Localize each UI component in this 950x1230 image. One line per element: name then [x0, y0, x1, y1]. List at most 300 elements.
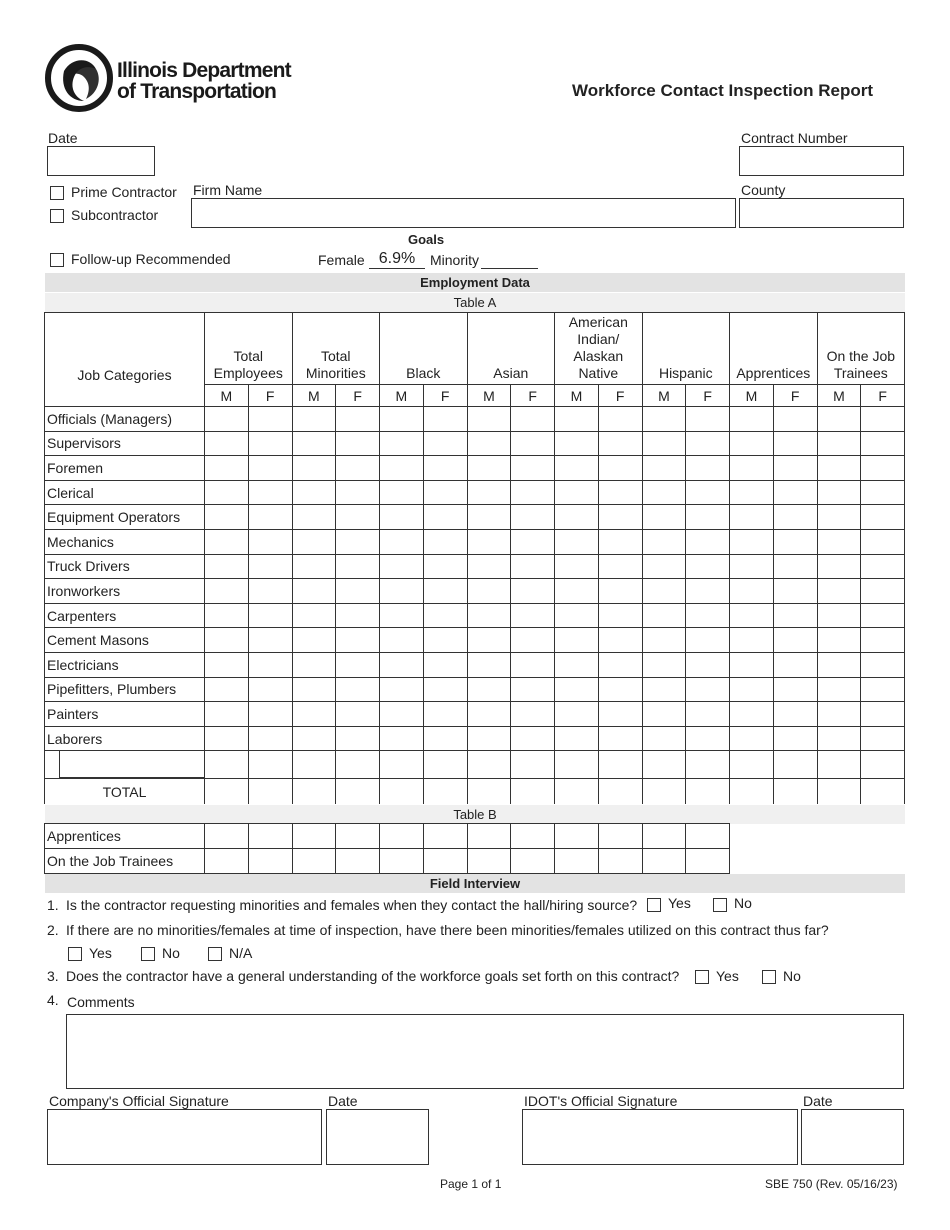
count-cell[interactable]	[686, 579, 730, 604]
count-cell[interactable]	[773, 407, 817, 432]
count-cell[interactable]	[205, 603, 249, 628]
count-cell[interactable]	[467, 677, 511, 702]
count-cell[interactable]	[336, 702, 380, 727]
count-cell[interactable]	[642, 554, 686, 579]
count-cell[interactable]	[817, 751, 861, 779]
count-cell[interactable]	[730, 726, 774, 751]
count-cell[interactable]	[686, 726, 730, 751]
count-cell[interactable]	[686, 480, 730, 505]
comments-field[interactable]	[66, 1014, 904, 1089]
count-cell[interactable]	[773, 505, 817, 530]
count-cell[interactable]	[598, 554, 642, 579]
count-cell[interactable]	[730, 628, 774, 653]
count-cell[interactable]	[861, 431, 905, 456]
count-cell[interactable]	[642, 652, 686, 677]
count-cell[interactable]	[555, 849, 599, 874]
count-cell[interactable]	[555, 603, 599, 628]
count-cell[interactable]	[555, 726, 599, 751]
count-cell[interactable]	[248, 579, 292, 604]
count-cell[interactable]	[292, 505, 336, 530]
count-cell[interactable]	[380, 628, 424, 653]
count-cell[interactable]	[380, 529, 424, 554]
count-cell[interactable]	[817, 529, 861, 554]
count-cell[interactable]	[423, 824, 467, 849]
count-cell[interactable]	[773, 652, 817, 677]
count-cell[interactable]	[598, 702, 642, 727]
total-cell[interactable]	[380, 779, 424, 804]
count-cell[interactable]	[730, 603, 774, 628]
count-cell[interactable]	[686, 824, 730, 849]
count-cell[interactable]	[292, 824, 336, 849]
count-cell[interactable]	[598, 579, 642, 604]
count-cell[interactable]	[773, 603, 817, 628]
count-cell[interactable]	[248, 431, 292, 456]
count-cell[interactable]	[248, 603, 292, 628]
count-cell[interactable]	[730, 431, 774, 456]
count-cell[interactable]	[730, 407, 774, 432]
count-cell[interactable]	[555, 431, 599, 456]
count-cell[interactable]	[686, 628, 730, 653]
q1-yes-checkbox[interactable]	[647, 898, 661, 912]
count-cell[interactable]	[423, 480, 467, 505]
count-cell[interactable]	[642, 751, 686, 779]
total-cell[interactable]	[248, 779, 292, 804]
count-cell[interactable]	[292, 407, 336, 432]
county-field[interactable]	[739, 198, 904, 228]
count-cell[interactable]	[773, 751, 817, 779]
count-cell[interactable]	[861, 529, 905, 554]
count-cell[interactable]	[336, 431, 380, 456]
count-cell[interactable]	[861, 652, 905, 677]
count-cell[interactable]	[555, 554, 599, 579]
count-cell[interactable]	[773, 579, 817, 604]
count-cell[interactable]	[817, 726, 861, 751]
other-category-input[interactable]	[59, 751, 204, 778]
total-cell[interactable]	[598, 779, 642, 804]
count-cell[interactable]	[248, 505, 292, 530]
count-cell[interactable]	[642, 579, 686, 604]
count-cell[interactable]	[773, 702, 817, 727]
total-cell[interactable]	[686, 779, 730, 804]
count-cell[interactable]	[380, 456, 424, 481]
count-cell[interactable]	[511, 456, 555, 481]
count-cell[interactable]	[336, 529, 380, 554]
count-cell[interactable]	[205, 628, 249, 653]
count-cell[interactable]	[467, 554, 511, 579]
count-cell[interactable]	[205, 652, 249, 677]
count-cell[interactable]	[598, 505, 642, 530]
count-cell[interactable]	[642, 407, 686, 432]
count-cell[interactable]	[336, 456, 380, 481]
count-cell[interactable]	[248, 702, 292, 727]
count-cell[interactable]	[511, 603, 555, 628]
count-cell[interactable]	[292, 431, 336, 456]
count-cell[interactable]	[336, 726, 380, 751]
q2-no-checkbox[interactable]	[141, 947, 155, 961]
count-cell[interactable]	[686, 849, 730, 874]
total-cell[interactable]	[336, 779, 380, 804]
count-cell[interactable]	[336, 554, 380, 579]
count-cell[interactable]	[511, 751, 555, 779]
q3-yes-checkbox[interactable]	[695, 970, 709, 984]
total-cell[interactable]	[861, 779, 905, 804]
count-cell[interactable]	[730, 751, 774, 779]
q3-no-checkbox[interactable]	[762, 970, 776, 984]
count-cell[interactable]	[292, 603, 336, 628]
count-cell[interactable]	[380, 751, 424, 779]
count-cell[interactable]	[292, 554, 336, 579]
count-cell[interactable]	[380, 726, 424, 751]
count-cell[interactable]	[861, 628, 905, 653]
count-cell[interactable]	[336, 480, 380, 505]
count-cell[interactable]	[642, 480, 686, 505]
count-cell[interactable]	[248, 824, 292, 849]
count-cell[interactable]	[686, 603, 730, 628]
count-cell[interactable]	[467, 603, 511, 628]
count-cell[interactable]	[511, 652, 555, 677]
count-cell[interactable]	[555, 579, 599, 604]
count-cell[interactable]	[292, 579, 336, 604]
count-cell[interactable]	[423, 456, 467, 481]
count-cell[interactable]	[555, 702, 599, 727]
count-cell[interactable]	[730, 579, 774, 604]
total-cell[interactable]	[205, 779, 249, 804]
prime-contractor-checkbox[interactable]	[50, 186, 64, 200]
count-cell[interactable]	[511, 702, 555, 727]
count-cell[interactable]	[336, 751, 380, 779]
count-cell[interactable]	[730, 456, 774, 481]
q2-na-checkbox[interactable]	[208, 947, 222, 961]
count-cell[interactable]	[380, 579, 424, 604]
count-cell[interactable]	[642, 824, 686, 849]
count-cell[interactable]	[686, 529, 730, 554]
count-cell[interactable]	[511, 677, 555, 702]
count-cell[interactable]	[598, 824, 642, 849]
q2-yes-checkbox[interactable]	[68, 947, 82, 961]
count-cell[interactable]	[423, 702, 467, 727]
count-cell[interactable]	[642, 603, 686, 628]
count-cell[interactable]	[205, 505, 249, 530]
count-cell[interactable]	[511, 554, 555, 579]
count-cell[interactable]	[598, 603, 642, 628]
count-cell[interactable]	[467, 726, 511, 751]
count-cell[interactable]	[555, 529, 599, 554]
count-cell[interactable]	[423, 628, 467, 653]
count-cell[interactable]	[292, 702, 336, 727]
q1-no-checkbox[interactable]	[713, 898, 727, 912]
count-cell[interactable]	[423, 603, 467, 628]
count-cell[interactable]	[730, 480, 774, 505]
count-cell[interactable]	[205, 431, 249, 456]
count-cell[interactable]	[336, 603, 380, 628]
count-cell[interactable]	[336, 652, 380, 677]
count-cell[interactable]	[380, 677, 424, 702]
count-cell[interactable]	[555, 456, 599, 481]
goals-minority-value[interactable]	[481, 251, 538, 269]
count-cell[interactable]	[686, 456, 730, 481]
count-cell[interactable]	[423, 726, 467, 751]
count-cell[interactable]	[598, 480, 642, 505]
total-cell[interactable]	[511, 779, 555, 804]
count-cell[interactable]	[730, 505, 774, 530]
count-cell[interactable]	[598, 751, 642, 779]
count-cell[interactable]	[861, 726, 905, 751]
count-cell[interactable]	[598, 628, 642, 653]
subcontractor-checkbox[interactable]	[50, 209, 64, 223]
count-cell[interactable]	[336, 407, 380, 432]
total-cell[interactable]	[817, 779, 861, 804]
count-cell[interactable]	[817, 554, 861, 579]
count-cell[interactable]	[248, 529, 292, 554]
count-cell[interactable]	[555, 480, 599, 505]
count-cell[interactable]	[380, 480, 424, 505]
count-cell[interactable]	[598, 529, 642, 554]
count-cell[interactable]	[642, 628, 686, 653]
count-cell[interactable]	[205, 751, 249, 779]
count-cell[interactable]	[511, 505, 555, 530]
count-cell[interactable]	[467, 652, 511, 677]
total-cell[interactable]	[642, 779, 686, 804]
count-cell[interactable]	[511, 849, 555, 874]
count-cell[interactable]	[773, 480, 817, 505]
count-cell[interactable]	[292, 751, 336, 779]
firm-name-field[interactable]	[191, 198, 736, 228]
count-cell[interactable]	[423, 677, 467, 702]
count-cell[interactable]	[555, 677, 599, 702]
count-cell[interactable]	[380, 849, 424, 874]
count-cell[interactable]	[686, 677, 730, 702]
contract-number-field[interactable]	[739, 146, 904, 176]
count-cell[interactable]	[467, 628, 511, 653]
count-cell[interactable]	[205, 824, 249, 849]
count-cell[interactable]	[817, 677, 861, 702]
count-cell[interactable]	[642, 726, 686, 751]
count-cell[interactable]	[511, 529, 555, 554]
count-cell[interactable]	[292, 726, 336, 751]
count-cell[interactable]	[248, 554, 292, 579]
count-cell[interactable]	[511, 480, 555, 505]
count-cell[interactable]	[730, 529, 774, 554]
count-cell[interactable]	[380, 505, 424, 530]
count-cell[interactable]	[511, 628, 555, 653]
count-cell[interactable]	[861, 407, 905, 432]
count-cell[interactable]	[467, 505, 511, 530]
count-cell[interactable]	[642, 702, 686, 727]
count-cell[interactable]	[773, 726, 817, 751]
count-cell[interactable]	[817, 407, 861, 432]
count-cell[interactable]	[730, 554, 774, 579]
count-cell[interactable]	[861, 505, 905, 530]
count-cell[interactable]	[817, 456, 861, 481]
count-cell[interactable]	[642, 849, 686, 874]
count-cell[interactable]	[380, 431, 424, 456]
count-cell[interactable]	[511, 407, 555, 432]
count-cell[interactable]	[423, 579, 467, 604]
count-cell[interactable]	[336, 824, 380, 849]
company-date-field[interactable]	[326, 1109, 429, 1165]
count-cell[interactable]	[730, 677, 774, 702]
count-cell[interactable]	[598, 652, 642, 677]
total-cell[interactable]	[730, 779, 774, 804]
count-cell[interactable]	[423, 505, 467, 530]
count-cell[interactable]	[642, 456, 686, 481]
count-cell[interactable]	[598, 677, 642, 702]
count-cell[interactable]	[861, 456, 905, 481]
count-cell[interactable]	[336, 505, 380, 530]
count-cell[interactable]	[248, 677, 292, 702]
count-cell[interactable]	[817, 431, 861, 456]
count-cell[interactable]	[686, 407, 730, 432]
count-cell[interactable]	[467, 456, 511, 481]
count-cell[interactable]	[511, 579, 555, 604]
count-cell[interactable]	[861, 702, 905, 727]
count-cell[interactable]	[248, 849, 292, 874]
count-cell[interactable]	[205, 677, 249, 702]
count-cell[interactable]	[467, 824, 511, 849]
count-cell[interactable]	[686, 431, 730, 456]
count-cell[interactable]	[336, 628, 380, 653]
count-cell[interactable]	[642, 505, 686, 530]
count-cell[interactable]	[292, 529, 336, 554]
count-cell[interactable]	[292, 480, 336, 505]
count-cell[interactable]	[205, 529, 249, 554]
count-cell[interactable]	[336, 849, 380, 874]
count-cell[interactable]	[205, 407, 249, 432]
count-cell[interactable]	[686, 751, 730, 779]
count-cell[interactable]	[205, 849, 249, 874]
count-cell[interactable]	[423, 529, 467, 554]
company-signature-field[interactable]	[47, 1109, 322, 1165]
idot-date-field[interactable]	[801, 1109, 904, 1165]
count-cell[interactable]	[555, 824, 599, 849]
total-cell[interactable]	[555, 779, 599, 804]
count-cell[interactable]	[598, 726, 642, 751]
count-cell[interactable]	[467, 702, 511, 727]
count-cell[interactable]	[248, 628, 292, 653]
count-cell[interactable]	[292, 677, 336, 702]
count-cell[interactable]	[686, 554, 730, 579]
count-cell[interactable]	[730, 652, 774, 677]
count-cell[interactable]	[467, 849, 511, 874]
total-cell[interactable]	[423, 779, 467, 804]
count-cell[interactable]	[817, 480, 861, 505]
count-cell[interactable]	[817, 603, 861, 628]
count-cell[interactable]	[773, 628, 817, 653]
count-cell[interactable]	[380, 652, 424, 677]
count-cell[interactable]	[423, 751, 467, 779]
count-cell[interactable]	[336, 677, 380, 702]
count-cell[interactable]	[292, 628, 336, 653]
count-cell[interactable]	[817, 628, 861, 653]
count-cell[interactable]	[467, 751, 511, 779]
count-cell[interactable]	[686, 652, 730, 677]
count-cell[interactable]	[292, 849, 336, 874]
count-cell[interactable]	[205, 554, 249, 579]
total-cell[interactable]	[773, 779, 817, 804]
count-cell[interactable]	[555, 751, 599, 779]
count-cell[interactable]	[598, 456, 642, 481]
count-cell[interactable]	[292, 652, 336, 677]
count-cell[interactable]	[511, 824, 555, 849]
count-cell[interactable]	[817, 652, 861, 677]
count-cell[interactable]	[423, 554, 467, 579]
count-cell[interactable]	[205, 579, 249, 604]
count-cell[interactable]	[773, 529, 817, 554]
count-cell[interactable]	[773, 456, 817, 481]
count-cell[interactable]	[467, 407, 511, 432]
count-cell[interactable]	[380, 554, 424, 579]
count-cell[interactable]	[423, 849, 467, 874]
count-cell[interactable]	[817, 505, 861, 530]
count-cell[interactable]	[467, 529, 511, 554]
count-cell[interactable]	[861, 554, 905, 579]
count-cell[interactable]	[248, 726, 292, 751]
count-cell[interactable]	[598, 431, 642, 456]
count-cell[interactable]	[555, 652, 599, 677]
count-cell[interactable]	[248, 456, 292, 481]
count-cell[interactable]	[730, 702, 774, 727]
count-cell[interactable]	[555, 628, 599, 653]
count-cell[interactable]	[773, 431, 817, 456]
count-cell[interactable]	[511, 431, 555, 456]
date-field[interactable]	[47, 146, 155, 176]
count-cell[interactable]	[248, 407, 292, 432]
count-cell[interactable]	[248, 751, 292, 779]
count-cell[interactable]	[642, 529, 686, 554]
count-cell[interactable]	[861, 677, 905, 702]
count-cell[interactable]	[380, 407, 424, 432]
count-cell[interactable]	[817, 702, 861, 727]
count-cell[interactable]	[686, 505, 730, 530]
count-cell[interactable]	[467, 480, 511, 505]
count-cell[interactable]	[205, 480, 249, 505]
count-cell[interactable]	[686, 702, 730, 727]
followup-checkbox[interactable]	[50, 253, 64, 267]
count-cell[interactable]	[380, 702, 424, 727]
count-cell[interactable]	[380, 824, 424, 849]
count-cell[interactable]	[511, 726, 555, 751]
count-cell[interactable]	[642, 431, 686, 456]
count-cell[interactable]	[336, 579, 380, 604]
other-category-cell[interactable]	[45, 751, 205, 779]
count-cell[interactable]	[423, 407, 467, 432]
count-cell[interactable]	[205, 726, 249, 751]
count-cell[interactable]	[248, 480, 292, 505]
total-cell[interactable]	[467, 779, 511, 804]
total-cell[interactable]	[292, 779, 336, 804]
count-cell[interactable]	[467, 579, 511, 604]
count-cell[interactable]	[598, 407, 642, 432]
count-cell[interactable]	[205, 702, 249, 727]
count-cell[interactable]	[205, 456, 249, 481]
count-cell[interactable]	[380, 603, 424, 628]
count-cell[interactable]	[861, 603, 905, 628]
count-cell[interactable]	[861, 579, 905, 604]
count-cell[interactable]	[598, 849, 642, 874]
count-cell[interactable]	[292, 456, 336, 481]
count-cell[interactable]	[555, 505, 599, 530]
count-cell[interactable]	[773, 554, 817, 579]
count-cell[interactable]	[817, 579, 861, 604]
count-cell[interactable]	[423, 652, 467, 677]
count-cell[interactable]	[861, 480, 905, 505]
count-cell[interactable]	[248, 652, 292, 677]
idot-signature-field[interactable]	[522, 1109, 798, 1165]
count-cell[interactable]	[555, 407, 599, 432]
count-cell[interactable]	[861, 751, 905, 779]
count-cell[interactable]	[773, 677, 817, 702]
count-cell[interactable]	[467, 431, 511, 456]
